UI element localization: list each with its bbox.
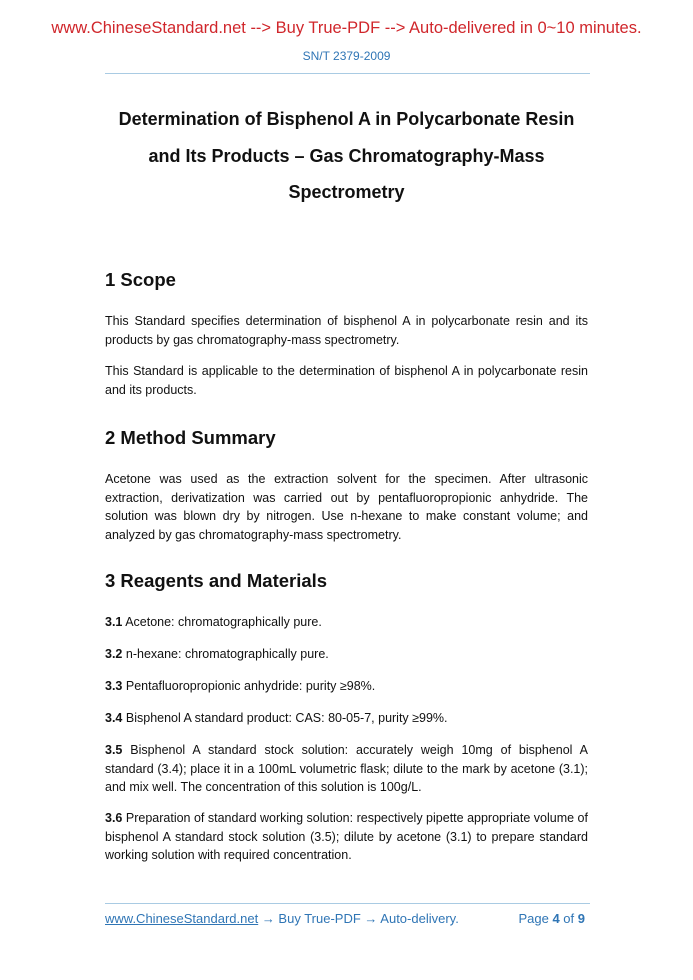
item-number: 3.4 bbox=[105, 711, 123, 725]
item-text: Bisphenol A standard stock solution: accurately weigh 10mg of bisphenol A standard (3.4); place it in a 100mL volumetric flask; dilute to the mark by acetone (3.1); and mix well. The concentration of this solution is 100g/L. bbox=[105, 743, 588, 794]
reagent-item bbox=[105, 809, 588, 865]
promo-banner: www.ChineseStandard.net --> Buy True-PDF --> Auto-delivered in 0~10 minutes. bbox=[51, 19, 642, 37]
item-number: 3.2 bbox=[105, 647, 123, 661]
page-current: 4 bbox=[552, 911, 560, 926]
footer-divider bbox=[105, 903, 590, 904]
paragraph: This Standard specifies determination of bisphenol A in polycarbonate resin and its products by gas chromatography-mass spectrometry. bbox=[105, 314, 588, 347]
header-divider bbox=[105, 73, 590, 74]
of-label: of bbox=[563, 911, 575, 926]
item-text: n-hexane: chromatographically pure. bbox=[125, 647, 329, 661]
item-number: 3.5 bbox=[105, 743, 123, 757]
reagent-item bbox=[105, 677, 588, 696]
page-label: Page bbox=[518, 911, 549, 926]
footer-link[interactable]: www.ChineseStandard.net bbox=[105, 911, 259, 926]
page-total: 9 bbox=[577, 911, 585, 926]
reagent-item bbox=[105, 613, 588, 632]
item-number: 3.6 bbox=[105, 811, 123, 825]
paragraph: This Standard is applicable to the determination of bisphenol A in polycarbonate resin and its products. bbox=[105, 364, 588, 397]
document-title bbox=[90, 101, 603, 211]
item-number: 3.3 bbox=[105, 679, 123, 693]
item-text: Acetone: chromatographically pure. bbox=[125, 615, 322, 629]
section-heading-scope: 1 Scope bbox=[105, 269, 176, 290]
item-text: Bisphenol A standard product: CAS: 80-05-7, purity ≥99%. bbox=[125, 711, 448, 725]
item-text: Pentafluoropropionic anhydride: purity ≥98%. bbox=[125, 679, 376, 693]
item-text: Preparation of standard working solution: respectively pipette appropriate volume of bisphenol A standard stock solution (3.5); dilute by acetone (3.1) to prepare standard working solution with required concentration. bbox=[105, 811, 588, 862]
paragraph: Acetone was used as the extraction solvent for the specimen. After ultrasonic extraction, derivatization was carried out by pentafluoropropionic anhydride. The solution was blown dry by nitrogen. Use n-hexane to make constant volume; and analyzed by gas chromatography-mass spectrometry. bbox=[105, 472, 588, 542]
reagent-item bbox=[105, 709, 588, 728]
reagent-item bbox=[105, 741, 588, 797]
section-heading-reagents: 3 Reagents and Materials bbox=[105, 570, 328, 591]
title-line: Spectrometry bbox=[288, 182, 405, 202]
title-line: and Its Products – Gas Chromatography-Mass bbox=[148, 145, 545, 166]
standard-number: SN/T 2379-2009 bbox=[302, 49, 391, 63]
footer-text: → Buy True-PDF → Auto-delivery. bbox=[258, 911, 459, 926]
footer bbox=[105, 911, 585, 926]
title-line: Determination of Bisphenol A in Polycarbonate Resin bbox=[118, 109, 575, 129]
item-number: 3.1 bbox=[105, 615, 123, 629]
section-heading-method: 2 Method Summary bbox=[105, 427, 276, 448]
page-indicator bbox=[518, 911, 585, 926]
reagent-item bbox=[105, 645, 588, 664]
